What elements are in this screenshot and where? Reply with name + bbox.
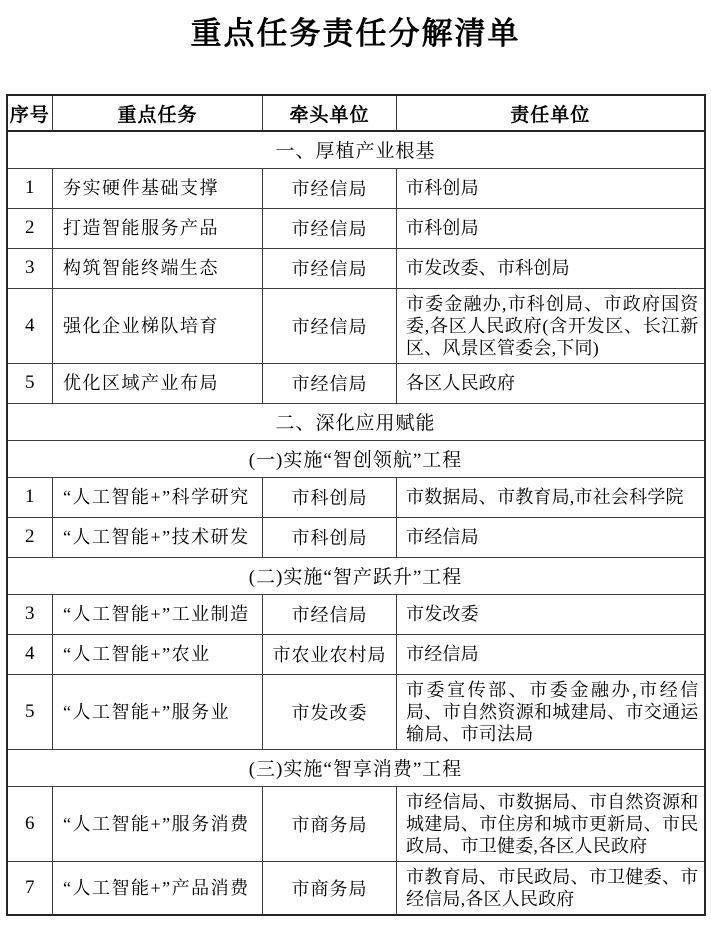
- responsible-units-cell: 市经信局、市数据局、市自然资源和城建局、市住房和城市更新局、市民政局、市卫健委,各区人民政府: [397, 786, 705, 861]
- lead-unit-cell: 市经信局: [263, 168, 397, 208]
- serial-number-cell: 2: [7, 208, 53, 248]
- task-name-cell: 强化企业梯队培育: [53, 288, 263, 363]
- responsible-units-cell: 市教育局、市民政局、市卫健委、市经信局,各区人民政府: [397, 861, 705, 915]
- serial-number-cell: 4: [7, 634, 53, 674]
- serial-number-cell: 4: [7, 288, 53, 363]
- table-row: [7, 634, 705, 674]
- table-row: [7, 208, 705, 248]
- col-header-task: 重点任务: [53, 95, 263, 131]
- lead-unit-cell: 市经信局: [263, 248, 397, 288]
- section-label: (二)实施“智产跃升”工程: [7, 557, 705, 594]
- responsible-units-cell: 各区人民政府: [397, 363, 705, 403]
- table-body: [7, 131, 705, 915]
- serial-number-cell: 3: [7, 248, 53, 288]
- table-row: [7, 674, 705, 749]
- lead-unit-cell: 市科创局: [263, 517, 397, 557]
- col-header-serial: 序号: [7, 95, 53, 131]
- lead-unit-cell: 市经信局: [263, 208, 397, 248]
- serial-number-cell: 5: [7, 674, 53, 749]
- serial-number-cell: 7: [7, 861, 53, 915]
- document-page: [0, 8, 711, 951]
- table-row: [7, 168, 705, 208]
- col-header-responsible-unit: 责任单位: [397, 95, 705, 131]
- task-name-cell: 优化区域产业布局: [53, 363, 263, 403]
- lead-unit-cell: 市经信局: [263, 288, 397, 363]
- lead-unit-cell: 市经信局: [263, 363, 397, 403]
- responsible-units-cell: 市数据局、市教育局,市社会科学院: [397, 477, 705, 517]
- table-row: [7, 248, 705, 288]
- responsible-units-cell: 市发改委、市科创局: [397, 248, 705, 288]
- task-name-cell: “人工智能+”产品消费: [53, 861, 263, 915]
- task-name-cell: “人工智能+”科学研究: [53, 477, 263, 517]
- serial-number-cell: 3: [7, 594, 53, 634]
- serial-number-cell: 6: [7, 786, 53, 861]
- responsible-units-cell: 市经信局: [397, 634, 705, 674]
- serial-number-cell: 1: [7, 477, 53, 517]
- section-row: [7, 557, 705, 594]
- responsible-units-cell: 市委金融办,市科创局、市政府国资委,各区人民政府(含开发区、长江新区、风景区管委会,下同): [397, 288, 705, 363]
- section-label: (一)实施“智创领航”工程: [7, 440, 705, 477]
- table-row: [7, 861, 705, 915]
- task-name-cell: “人工智能+”技术研发: [53, 517, 263, 557]
- serial-number-cell: 5: [7, 363, 53, 403]
- lead-unit-cell: 市科创局: [263, 477, 397, 517]
- task-name-cell: “人工智能+”农业: [53, 634, 263, 674]
- section-label: 二、深化应用赋能: [7, 403, 705, 440]
- task-name-cell: 构筑智能终端生态: [53, 248, 263, 288]
- task-name-cell: “人工智能+”工业制造: [53, 594, 263, 634]
- table-row: [7, 786, 705, 861]
- section-row: [7, 403, 705, 440]
- table-row: [7, 594, 705, 634]
- serial-number-cell: 2: [7, 517, 53, 557]
- section-row: [7, 131, 705, 168]
- page-title: 重点任务责任分解清单: [190, 16, 521, 51]
- serial-number-cell: 1: [7, 168, 53, 208]
- header-row: [7, 95, 705, 131]
- task-name-cell: 夯实硬件基础支撑: [53, 168, 263, 208]
- table-header: [7, 95, 705, 131]
- table-row: [7, 477, 705, 517]
- task-name-cell: “人工智能+”服务业: [53, 674, 263, 749]
- lead-unit-cell: 市商务局: [263, 861, 397, 915]
- section-row: [7, 440, 705, 477]
- lead-unit-cell: 市农业农村局: [263, 634, 397, 674]
- task-name-cell: 打造智能服务产品: [53, 208, 263, 248]
- col-header-lead-unit: 牵头单位: [263, 95, 397, 131]
- task-name-cell: “人工智能+”服务消费: [53, 786, 263, 861]
- responsible-units-cell: 市科创局: [397, 208, 705, 248]
- section-label: (三)实施“智享消费”工程: [7, 749, 705, 786]
- section-row: [7, 749, 705, 786]
- responsible-units-cell: 市委宣传部、市委金融办,市经信局、市自然资源和城建局、市交通运输局、市司法局: [397, 674, 705, 749]
- lead-unit-cell: 市商务局: [263, 786, 397, 861]
- responsible-units-cell: 市经信局: [397, 517, 705, 557]
- section-label: 一、厚植产业根基: [7, 131, 705, 168]
- lead-unit-cell: 市经信局: [263, 594, 397, 634]
- table-row: [7, 363, 705, 403]
- responsible-units-cell: 市科创局: [397, 168, 705, 208]
- responsibility-table: [6, 94, 706, 916]
- table-row: [7, 288, 705, 363]
- table-row: [7, 517, 705, 557]
- responsible-units-cell: 市发改委: [397, 594, 705, 634]
- lead-unit-cell: 市发改委: [263, 674, 397, 749]
